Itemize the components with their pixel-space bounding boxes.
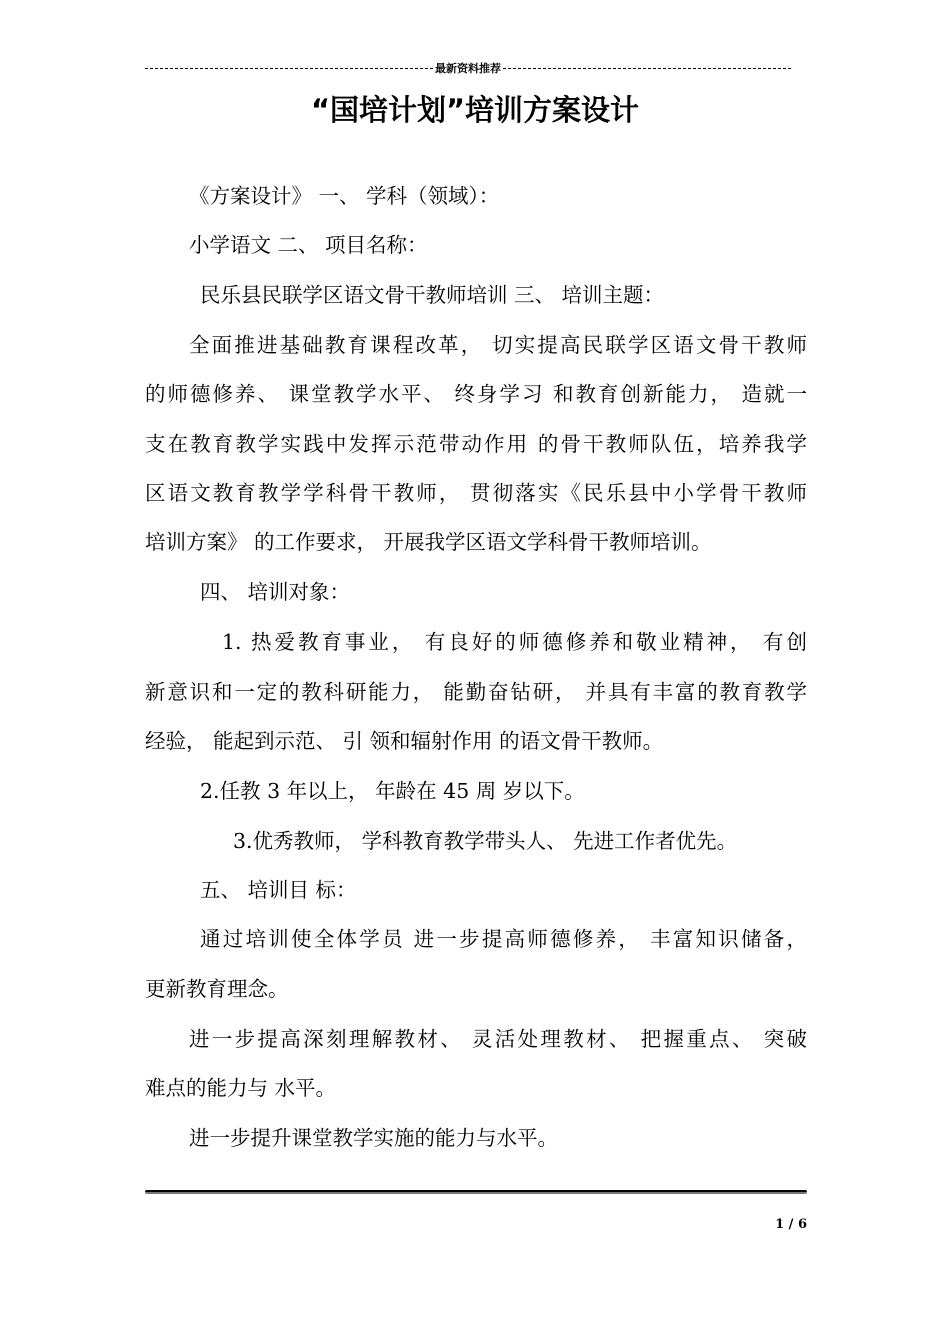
text-line: 的师德修养、 课堂教学水平、 终身学习 和教育创新能力， 造就一: [145, 382, 807, 406]
header-dash-left: [145, 68, 433, 69]
text-line: 全面推进基础教育课程改革， 切实提高民联学区语文骨干教师: [189, 333, 807, 357]
text-line: 更新教育理念。: [145, 977, 289, 1001]
text-line: 《方案设计》 一、 学科（领域）：: [189, 184, 500, 208]
text-line: 四、 培训对象：: [200, 580, 351, 604]
page-number: 1 / 6: [775, 1217, 807, 1232]
text-line: 支在教育教学实践中发挥示范带动作用 的骨干教师队伍，培养我学: [145, 432, 807, 456]
text-line: 经验， 能起到示范、 引 领和辐射作用 的语文骨干教师。: [145, 729, 664, 753]
text-line: 五、 培训目 标：: [200, 878, 357, 902]
text-line: 3.优秀教师， 学科教育教学带头人、 先进工作者优先。: [233, 829, 738, 853]
text-line: 通过培训使全体学员 进一步提高师德修养， 丰富知识储备，: [200, 927, 807, 951]
header-label: 最新资料推荐: [435, 62, 501, 75]
text-line: 培训方案》 的工作要求， 开展我学区语文学科骨干教师培训。: [145, 530, 712, 554]
text-line: 民乐县民联学区语文骨干教师培训 三、 培训主题：: [200, 283, 665, 307]
text-line: 小学语文 二、 项目名称：: [189, 233, 428, 257]
text-line: 新意识和一定的教科研能力， 能勤奋钻研， 并具有丰富的教育教学: [145, 680, 807, 704]
text-line: 1. 热爱教育事业， 有良好的师德修养和敬业精神， 有创: [222, 630, 807, 654]
header-banner: [145, 60, 791, 76]
document-title: “国培计划”培训方案设计: [310, 93, 640, 127]
text-line: 2.任教 3 年以上， 年龄在 45 周 岁以下。: [200, 779, 585, 803]
text-line: 区语文教育教学学科骨干教师， 贯彻落实《民乐县中小学骨干教师: [145, 481, 807, 505]
text-line: 进一步提升课堂教学实施的能力与水平。: [189, 1126, 558, 1150]
text-line: 难点的能力与 水平。: [145, 1076, 337, 1100]
header-dash-right: [503, 68, 791, 69]
footer-rule: [145, 1190, 807, 1194]
text-line: 进一步提高深刻理解教材、 灵活处理教材、 把握重点、 突破: [189, 1027, 807, 1051]
